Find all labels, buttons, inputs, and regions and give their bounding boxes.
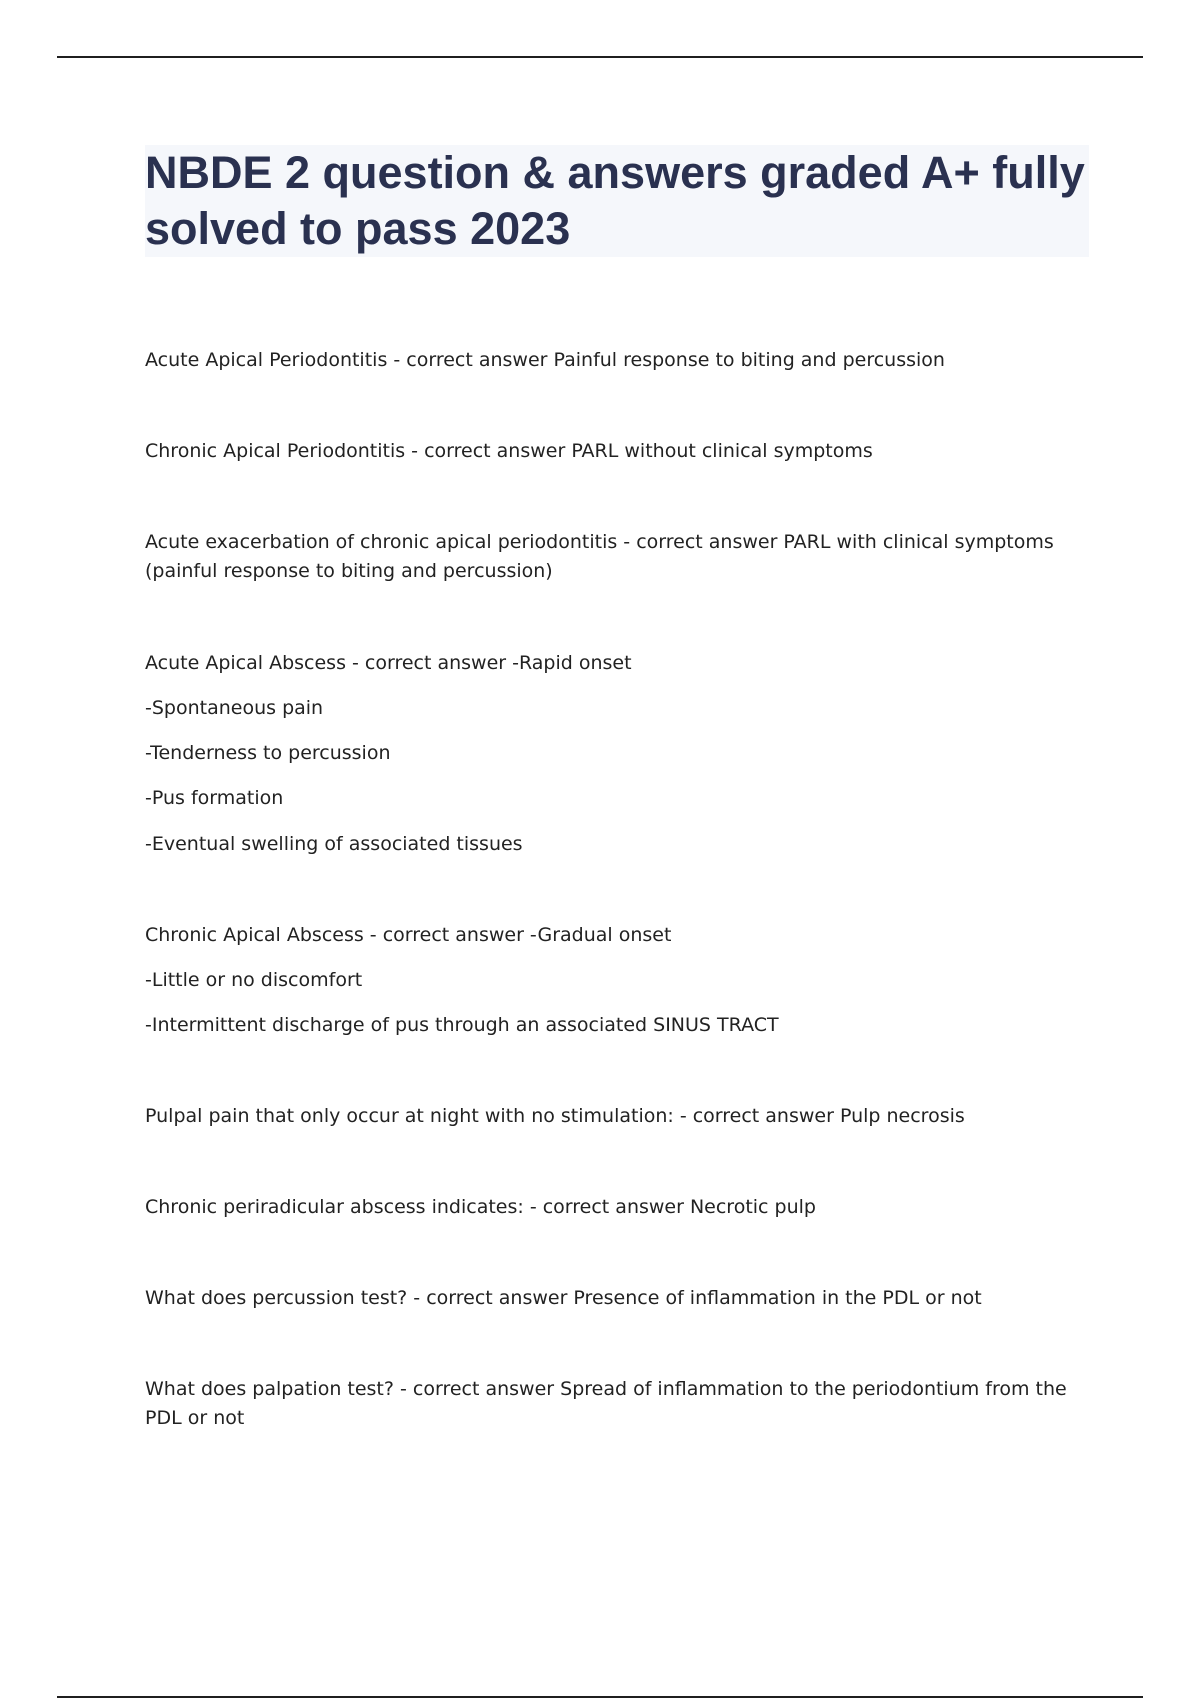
qa-entry: Acute Apical Periodontitis - correct answer Painful response to biting and percussion (145, 349, 945, 371)
qa-entry: What does palpation test? - correct answer Spread of inflammation to the periodontium from the PDL or not (145, 1378, 1067, 1429)
qa-entry: Acute Apical Abscess - correct answer -Rapid onset (145, 652, 632, 674)
top-divider (57, 56, 1143, 58)
qa-answer-line: -Tenderness to percussion (145, 742, 391, 764)
qa-entry: Acute exacerbation of chronic apical periodontitis - correct answer PARL with clinical symptoms (painful response to biting and percussion) (145, 531, 1054, 582)
qa-entry: Chronic periradicular abscess indicates: - correct answer Necrotic pulp (145, 1196, 816, 1218)
document-title: NBDE 2 question & answers graded A+ fully solved to pass 2023 (145, 147, 1085, 254)
qa-answer-line: -Pus formation (145, 787, 284, 809)
qa-answer-line: -Eventual swelling of associated tissues (145, 833, 523, 855)
qa-answer-line: -Spontaneous pain (145, 697, 324, 719)
bottom-divider (57, 1696, 1143, 1698)
qa-answer-line: -Intermittent discharge of pus through an associated SINUS TRACT (145, 1014, 779, 1036)
qa-entry: What does percussion test? - correct answer Presence of inflammation in the PDL or not (145, 1287, 982, 1309)
qa-entry: Chronic Apical Periodontitis - correct answer PARL without clinical symptoms (145, 440, 873, 462)
qa-entry: Pulpal pain that only occur at night with no stimulation: - correct answer Pulp necrosis (145, 1105, 965, 1127)
qa-answer-line: -Little or no discomfort (145, 969, 363, 991)
qa-entry: Chronic Apical Abscess - correct answer -Gradual onset (145, 924, 672, 946)
title-banner (145, 145, 1089, 257)
